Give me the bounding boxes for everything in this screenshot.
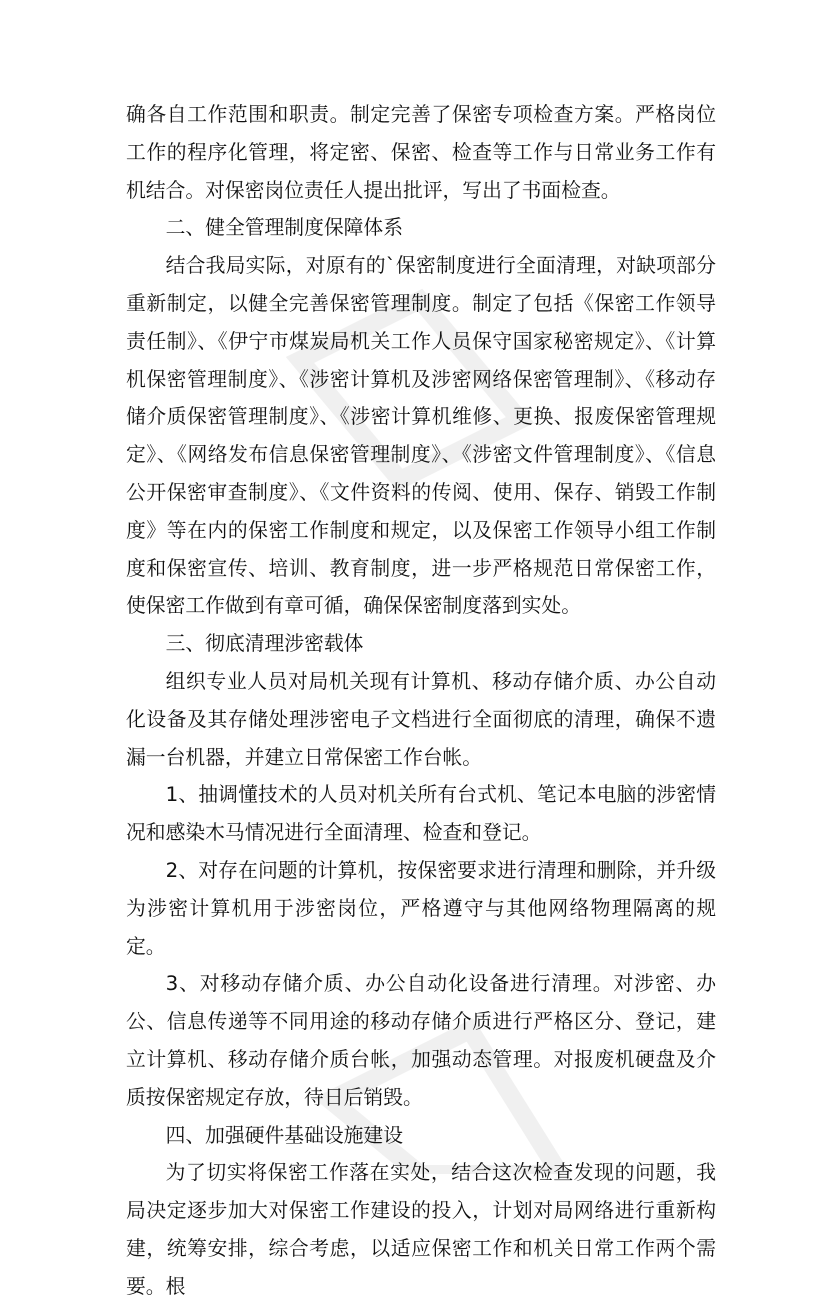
list-item-2: 2、对存在问题的计算机，按保密要求进行清理和删除，并升级为涉密计算机用于涉密岗位，严格遵守与其他网络物理隔离的规定。	[126, 858, 716, 958]
list-item-3: 3、对移动存储介质、办公自动化设备进行清理。对涉密、办公、信息传递等不同用途的移动存储介质进行严格区分、登记，建立计算机、移动存储介质台帐，加强动态管理。对报废机硬盘及介质按保密规定存放，待日后销毁。	[126, 972, 716, 1109]
paragraph-infrastructure: 为了切实将保密工作落在实处，结合这次检查发现的问题，我局决定逐步加大对保密工作建设的投入，计划对局网络进行重新构建，统筹安排，综合考虑，以适应保密工作和机关日常工作两个需要。根	[126, 1161, 716, 1298]
document-body	[126, 96, 716, 1306]
section-heading-4: 四、加强硬件基础设施建设	[165, 1123, 403, 1147]
section-heading-2: 二、健全管理制度保障体系	[165, 216, 403, 240]
section-heading-3: 三、彻底清理涉密载体	[165, 632, 364, 656]
paragraph-regulations: 结合我局实际，对原有的`保密制度进行全面清理，对缺项部分重新制定，以健全完善保密管理制度。制定了包括《保密工作领导责任制》、《伊宁市煤炭局机关工作人员保守国家秘密规定》、《计算机保密管理制度》、《涉密计算机及涉密网络保密管理制》、《移动存储介质保密管理制度》、《涉密计算机维修、更换、报废保密管理规定》、《网络发布信息保密管理制度》、《涉密文件管理制度》、《信息公开保密审查制度》、《文件资料的传阅、使用、保存、销毁工作制度》等在内的保密工作制度和规定，以及保密工作领导小组工作制度和保密宣传、培训、教育制度，进一步严格规范日常保密工作，使保密工作做到有章可循，确保保密制度落到实处。	[126, 254, 716, 618]
paragraph-responsibilities: 确各自工作范围和职责。制定完善了保密专项检查方案。严格岗位工作的程序化管理，将定密、保密、检查等工作与日常业务工作有机结合。对保密岗位责任人提出批评，写出了书面检查。	[126, 103, 716, 202]
list-item-1: 1、抽调懂技术的人员对机关所有台式机、笔记本电脑的涉密情况和感染木马情况进行全面清理、检查和登记。	[126, 783, 716, 845]
paragraph-cleanup-overview: 组织专业人员对局机关现有计算机、移动存储介质、办公自动化设备及其存储处理涉密电子文档进行全面彻底的清理，确保不遗漏一台机器，并建立日常保密工作台帐。	[126, 669, 716, 769]
